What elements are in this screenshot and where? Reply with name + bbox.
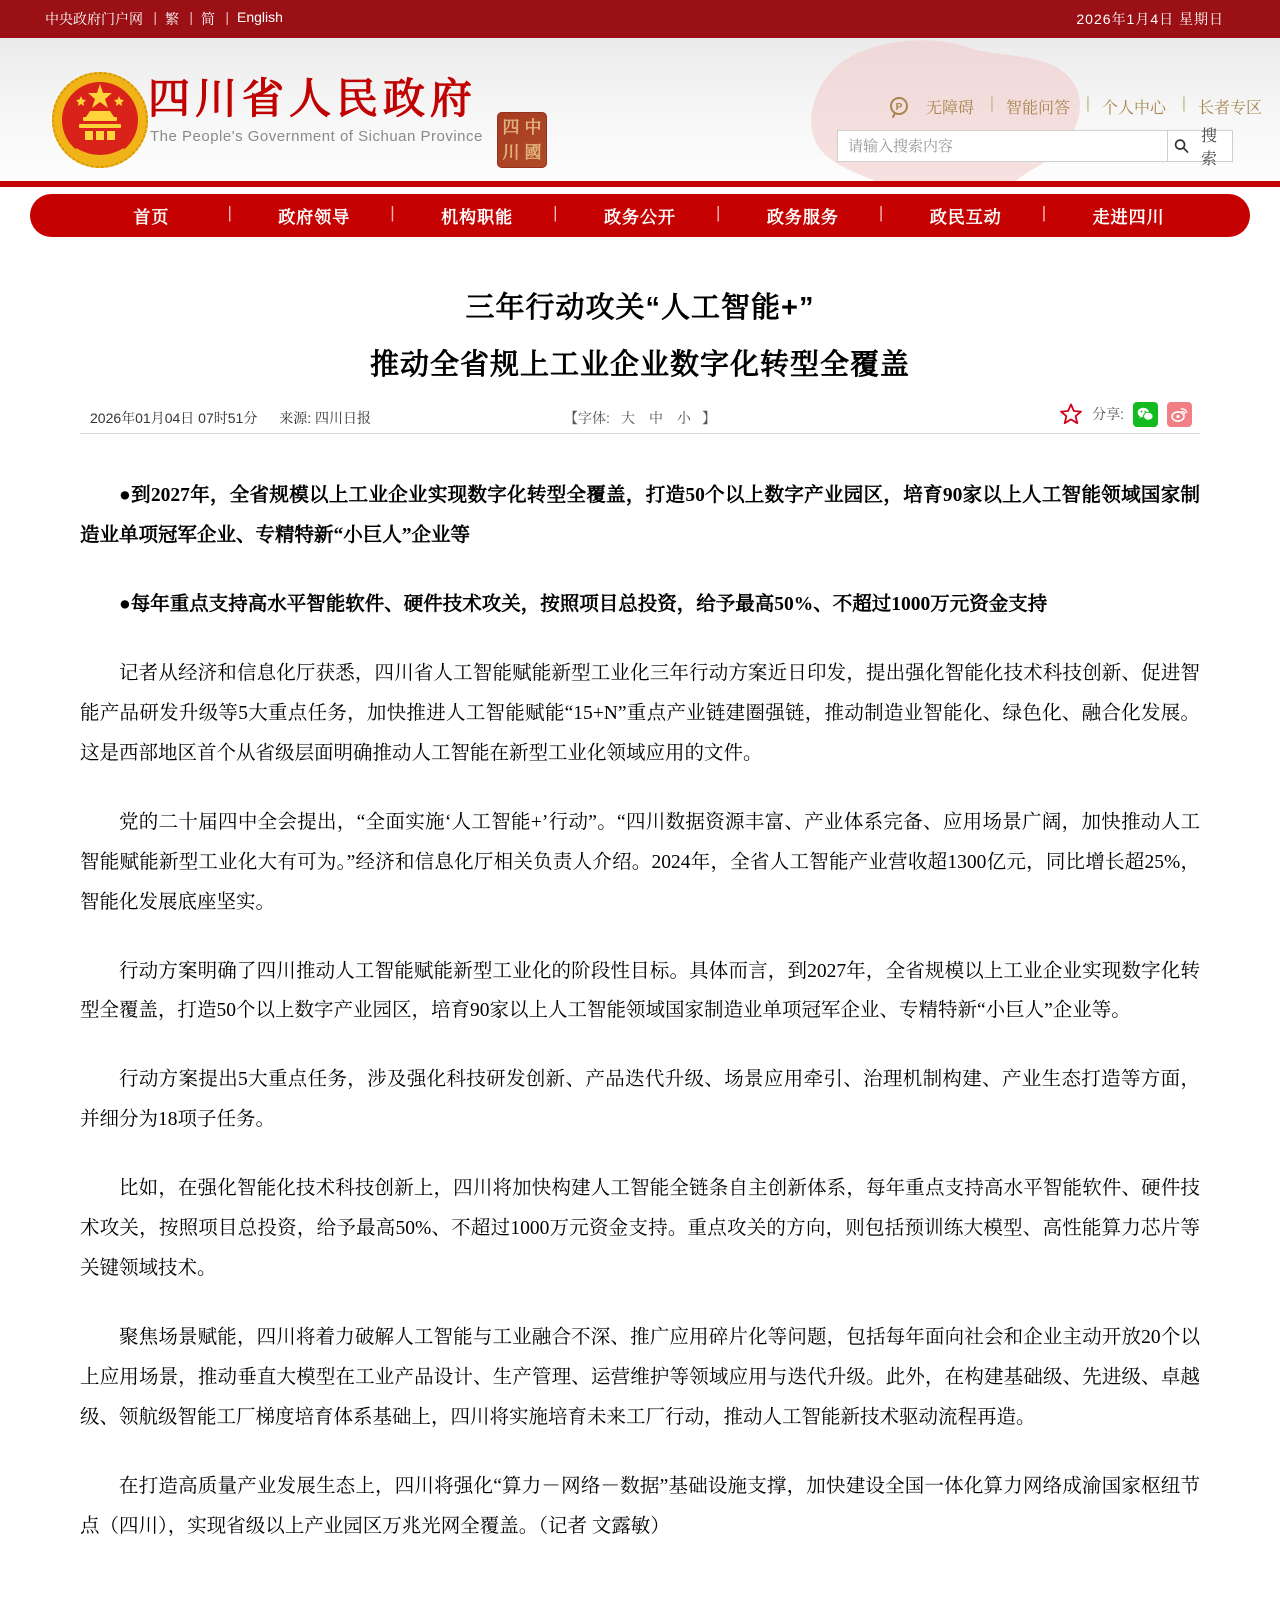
header-quick-links	[888, 95, 1278, 118]
share-label: 分享:	[1092, 406, 1124, 423]
main-nav	[30, 194, 1250, 237]
top-bar	[0, 0, 1280, 38]
accessibility-icon[interactable]	[888, 96, 910, 118]
header-quick-link[interactable]: 智能问答 |	[990, 95, 1086, 118]
publish-datetime: 2026年01月04日 07时51分	[90, 409, 258, 426]
header-quick-link[interactable]: 长者专区	[1198, 100, 1263, 117]
weibo-share-icon[interactable]	[1167, 402, 1192, 427]
svg-text:P: P	[895, 101, 903, 113]
article-paragraph: ●到2027年，全省规模以上工业企业实现数字化转型全覆盖，打造50个以上数字产业园区，培育90家以上人工智能领域国家制造业单项冠军企业、专精特新“小巨人”企业等	[80, 484, 1200, 546]
article-paragraph: 比如，在强化智能化技术科技创新上，四川将加快构建人工智能全链条自主创新体系，每年重点支持高水平智能软件、硬件技术攻关，按照项目总投资，给予最高50%、不超过1000万元资金支持。重点攻关的方向，则包括预训练大模型、高性能算力芯片等关键领域技术。	[80, 1178, 1200, 1280]
topbar-link[interactable]: 繁 |	[154, 9, 190, 29]
article-paragraph: ●每年重点支持高水平智能软件、硬件技术攻关，按照项目总投资，给予最高50%、不超过1000万元资金支持	[119, 593, 1048, 615]
article-title	[80, 293, 1200, 382]
header-quick-link[interactable]: 个人中心 |	[1086, 95, 1182, 118]
search-input[interactable]	[837, 130, 1167, 162]
seal-character: 四	[502, 118, 520, 137]
article-paragraph: 聚焦场景赋能，四川将着力破解人工智能与工业融合不深、推广应用碎片化等问题，包括每年面向社会和企业主动开放20个以上应用场景，推动垂直大模型在工业产品设计、生产管理、运营维护等领域应用与迭代升级。此外，在构建基础级、先进级、卓越级、领航级智能工厂梯度培育体系基础上，四川将实施培育未来工厂行动，推动人工智能新技术驱动流程再造。	[80, 1327, 1200, 1429]
font-label-start: 【字体:	[564, 409, 610, 426]
seal-character: 國	[524, 143, 542, 162]
article-meta-row	[80, 404, 1200, 434]
topbar-links	[34, 9, 294, 29]
nav-item[interactable]: 首页 |	[70, 203, 233, 228]
nav-item[interactable]: 政府领导 |	[233, 203, 396, 228]
current-date: 2026年1月4日 星期日	[1076, 11, 1224, 27]
site-title: 四川省人民政府	[148, 75, 478, 122]
font-size-controls	[564, 408, 716, 428]
nav-item[interactable]: 政务公开 |	[559, 203, 722, 228]
font-size-option[interactable]: 小	[676, 409, 691, 426]
topbar-link[interactable]: English	[237, 9, 283, 25]
seal-character: 川	[502, 143, 520, 162]
site-header	[0, 38, 1280, 181]
article-paragraph: 党的二十届四中全会提出，“全面实施‘人工智能+’行动”。“四川数据资源丰富、产业体系完备、应用场景广阔，加快推动人工智能赋能新型工业化大有可为。”经济和信息化厅相关负责人介绍。2024年，全省人工智能产业营收超1300亿元，同比增长超25%，智能化发展底座坚实。	[80, 811, 1200, 913]
font-label-end: 】	[701, 409, 716, 426]
article-body	[80, 476, 1200, 1606]
article-title-line1: 三年行动攻关“人工智能+”	[465, 292, 815, 324]
font-size-option[interactable]: 中	[648, 409, 663, 426]
main-nav-wrap	[0, 187, 1280, 237]
nav-item[interactable]: 政务服务 |	[721, 203, 884, 228]
site-subtitle: The People's Government of Sichuan Province	[150, 128, 483, 146]
topbar-link[interactable]: 中央政府门户网 |	[34, 9, 154, 29]
source-label: 来源:	[279, 409, 315, 426]
topbar-link[interactable]: 简 |	[190, 9, 226, 29]
sichuan-seal-stamp	[497, 112, 547, 168]
article-paragraph: 行动方案明确了四川推动人工智能赋能新型工业化的阶段性目标。具体而言，到2027年，全省规模以上工业企业实现数字化转型全覆盖，打造50个以上数字产业园区，培育90家以上人工智能领域国家制造业单项冠军企业、专精特新“小巨人”企业等。	[80, 960, 1200, 1022]
nav-item[interactable]: 政民互动 |	[884, 203, 1047, 228]
search-icon	[1174, 138, 1189, 154]
article-paragraph: 在打造高质量产业发展生态上，四川将强化“算力－网络－数据”基础设施支撑，加快建设全国一体化算力网络成渝国家枢纽节点（四川），实现省级以上产业园区万兆光网全覆盖。（记者 文露敏）	[80, 1476, 1200, 1538]
article-meta-left	[90, 408, 371, 428]
national-emblem-logo	[50, 70, 150, 170]
share-controls	[1059, 402, 1192, 427]
article-paragraph: 行动方案提出5大重点任务，涉及强化科技研发创新、产品迭代升级、场景应用牵引、治理机制构建、产业生态打造等方面，并细分为18项子任务。	[80, 1069, 1200, 1131]
wechat-share-icon[interactable]	[1133, 402, 1158, 427]
search-button[interactable]	[1167, 128, 1233, 168]
nav-item[interactable]: 走进四川	[1092, 208, 1165, 227]
favorite-star-icon[interactable]	[1059, 402, 1083, 426]
header-quick-link[interactable]: 无障碍 |	[910, 95, 990, 118]
search-bar	[837, 128, 1233, 168]
seal-character: 中	[524, 118, 542, 137]
article-paragraph: 记者从经济和信息化厅获悉，四川省人工智能赋能新型工业化三年行动方案近日印发，提出强化智能化技术科技创新、促进智能产品研发升级等5大重点任务，加快推进人工智能赋能“15+N”重点产业链建圈强链，推动制造业智能化、绿色化、融合化发展。这是西部地区首个从省级层面明确推动人工智能在新型工业化领域应用的文件。	[80, 662, 1200, 764]
nav-item[interactable]: 机构职能 |	[396, 203, 559, 228]
search-button-label: 搜 索	[1200, 128, 1217, 168]
font-size-option[interactable]: 大	[620, 409, 635, 426]
article-title-line2: 推动全省规上工业企业数字化转型全覆盖	[369, 348, 910, 381]
article-container	[80, 237, 1200, 1606]
source-value[interactable]: 四川日报	[315, 409, 371, 426]
